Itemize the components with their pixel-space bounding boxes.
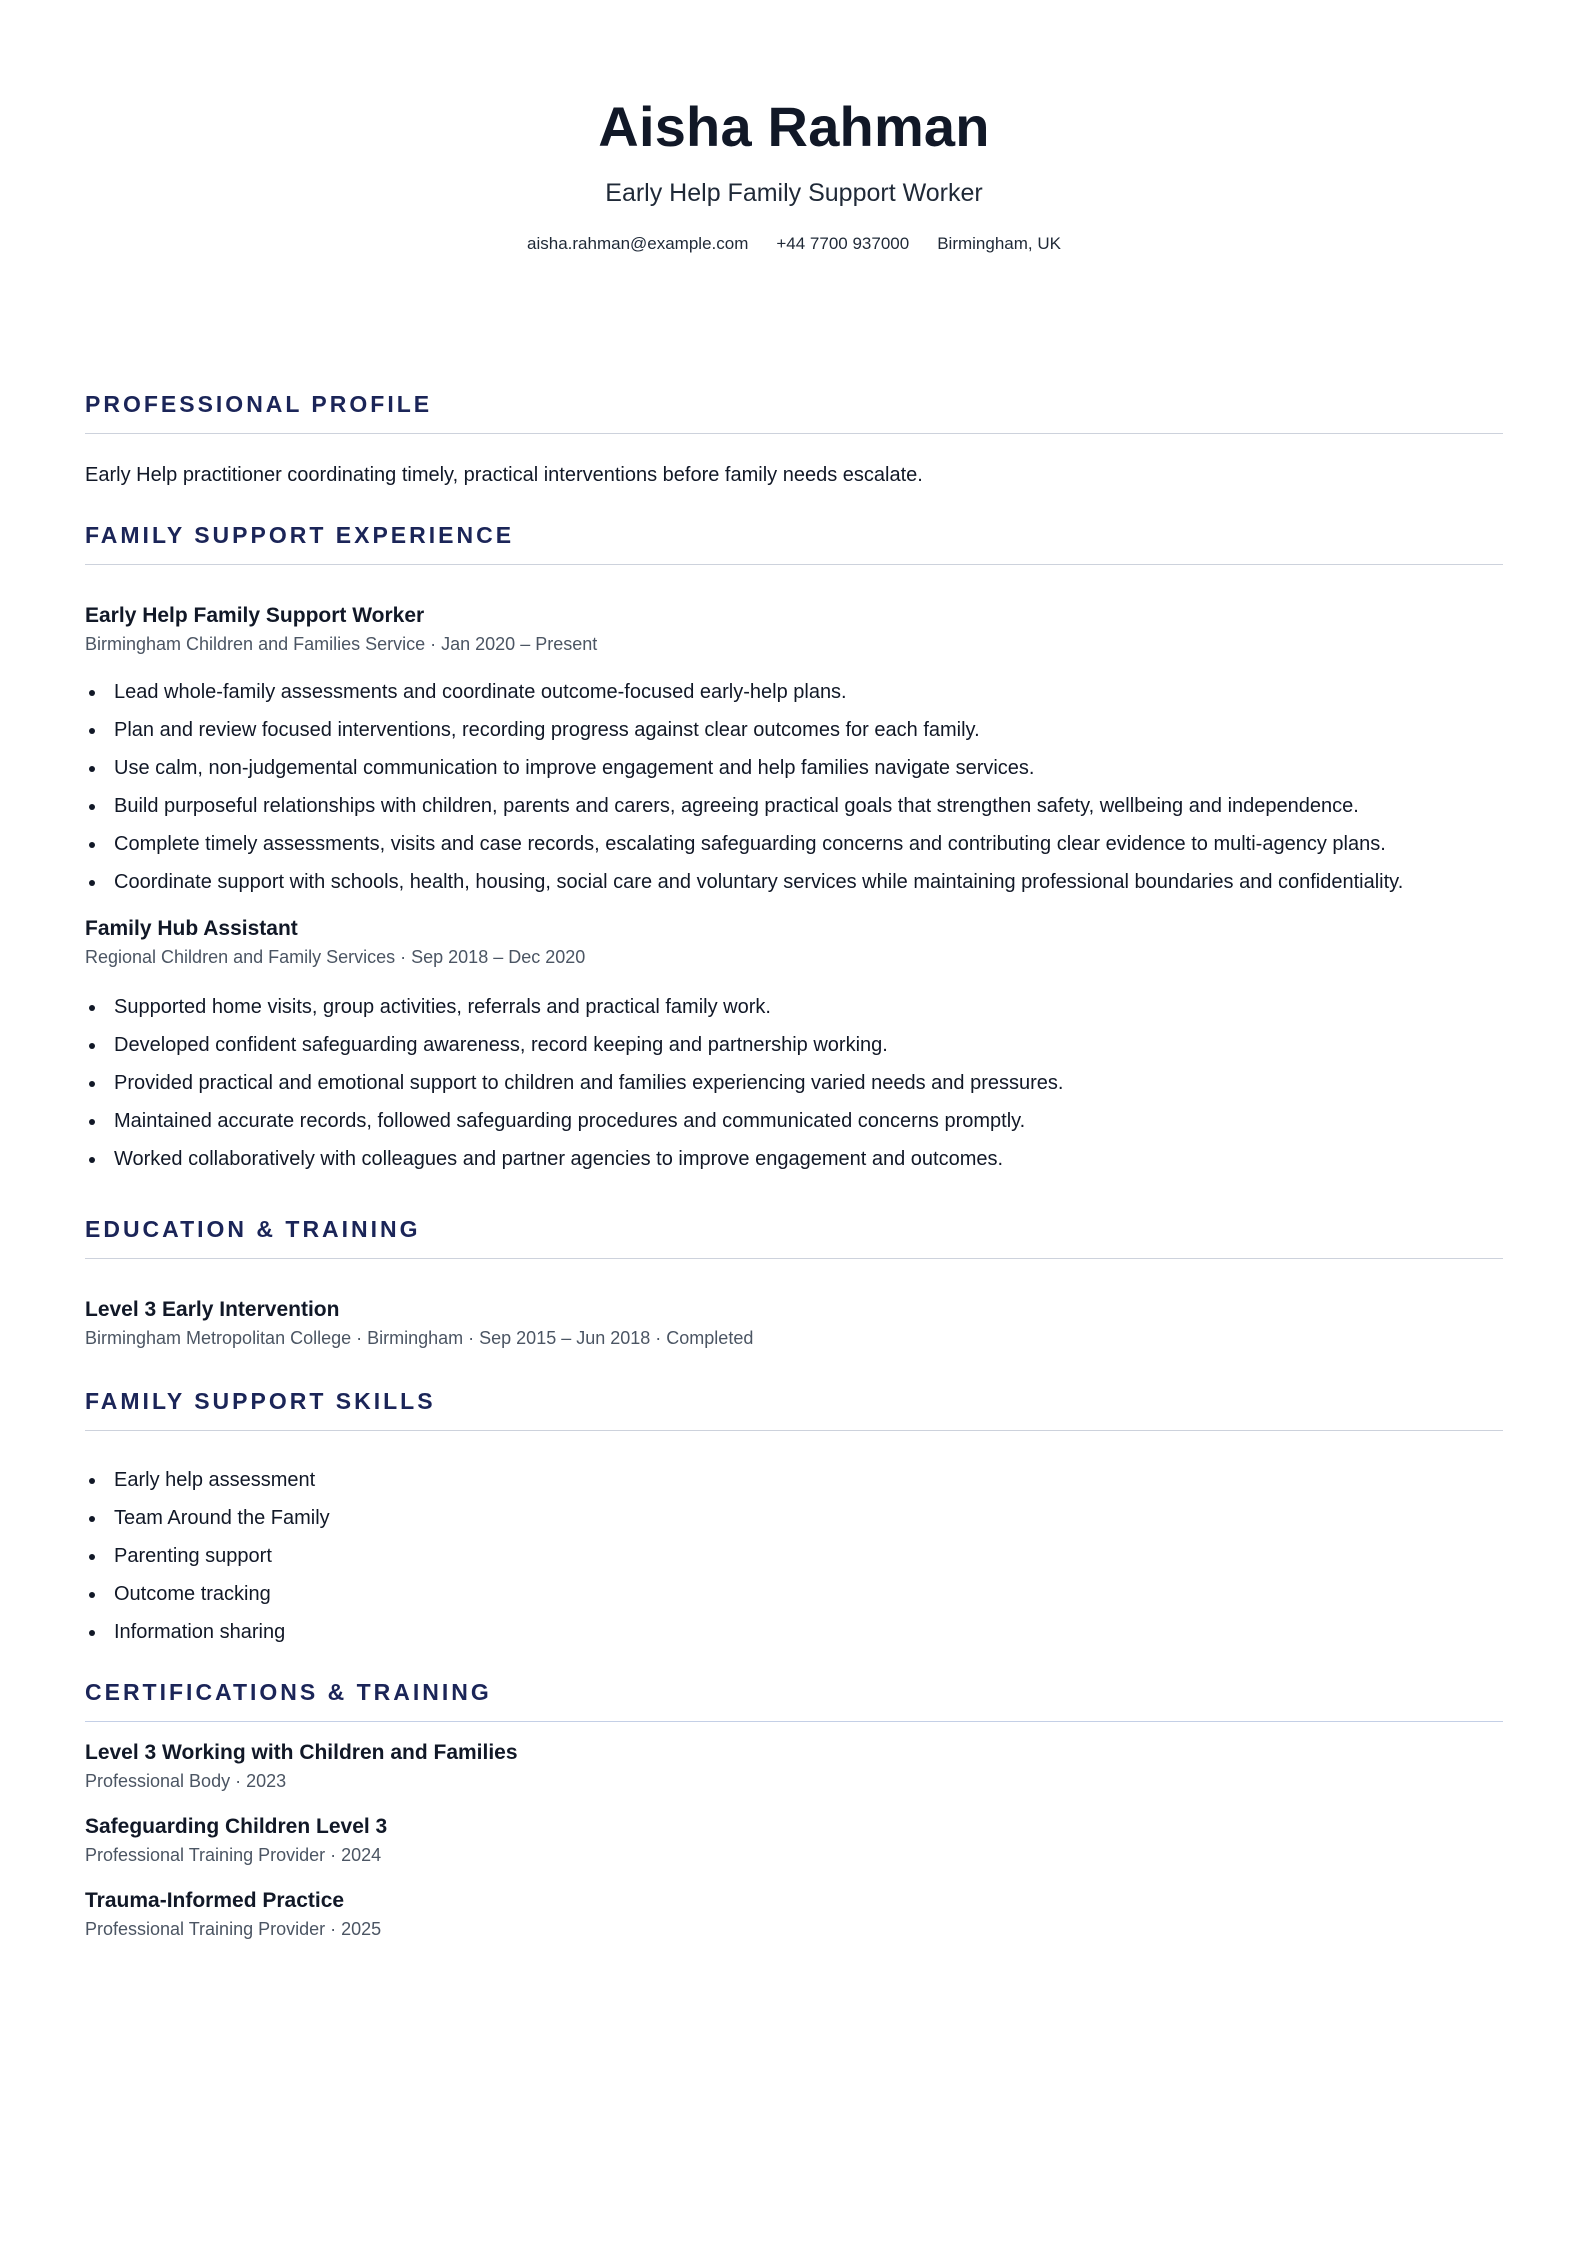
education-entry	[85, 1296, 1503, 1350]
certification-name: Level 3 Working with Children and Families	[85, 1741, 518, 1764]
contact-location: Birmingham, UK	[937, 234, 1061, 253]
section-education	[85, 1214, 1503, 1350]
job-bullet: Coordinate support with schools, health, housing, social care and voluntary services while maintaining professional boundaries and confidentiality.	[85, 868, 1503, 896]
profile-summary: Early Help practitioner coordinating timely, practical interventions before family needs escalate.	[85, 464, 923, 486]
job-meta: Regional Children and Family Services · Sep 2018 – Dec 2020	[85, 947, 586, 967]
job-bullet: Supported home visits, group activities, referrals and practical family work.	[85, 993, 1503, 1021]
section-divider	[85, 433, 1503, 434]
contact-info	[0, 232, 1588, 256]
certification-entry	[85, 1813, 1503, 1867]
certification-meta: Professional Training Provider · 2024	[85, 1845, 382, 1865]
certification-meta: Professional Body · 2023	[85, 1771, 287, 1791]
skill-item: Information sharing	[85, 1618, 1503, 1646]
education-qualification: Level 3 Early Intervention	[85, 1298, 340, 1321]
job-bullet: Worked collaboratively with colleagues and partner agencies to improve engagement and outcomes.	[85, 1145, 1503, 1173]
job-bullet: Lead whole-family assessments and coordinate outcome-focused early-help plans.	[85, 678, 1503, 706]
job-bullet: Developed confident safeguarding awareness, record keeping and partnership working.	[85, 1031, 1503, 1059]
section-certifications	[85, 1677, 1503, 1941]
skill-item: Parenting support	[85, 1542, 1503, 1570]
section-experience	[85, 520, 1503, 1183]
section-divider	[85, 564, 1503, 565]
section-title-experience: FAMILY SUPPORT EXPERIENCE	[85, 522, 515, 548]
certification-name: Safeguarding Children Level 3	[85, 1815, 388, 1838]
certification-entry	[85, 1739, 1503, 1793]
job-bullet: Provided practical and emotional support to children and families experiencing varied needs and pressures.	[85, 1069, 1503, 1097]
experience-entry	[85, 915, 1503, 1173]
section-title-education: EDUCATION & TRAINING	[85, 1216, 421, 1242]
job-bullet: Build purposeful relationships with children, parents and carers, agreeing practical goals that strengthen safety, wellbeing and independence.	[85, 792, 1503, 820]
job-bullet: Use calm, non-judgemental communication to improve engagement and help families navigate services.	[85, 754, 1503, 782]
contact-email[interactable]: aisha.rahman@example.com	[527, 234, 749, 253]
candidate-name: Aisha Rahman	[598, 95, 990, 158]
skills-list	[85, 1466, 1503, 1646]
section-title-profile: PROFESSIONAL PROFILE	[85, 391, 433, 417]
section-title-skills: FAMILY SUPPORT SKILLS	[85, 1388, 436, 1414]
section-divider	[85, 1430, 1503, 1431]
experience-entry	[85, 602, 1503, 896]
skill-item: Team Around the Family	[85, 1504, 1503, 1532]
certification-name: Trauma-Informed Practice	[85, 1889, 345, 1912]
certification-entry	[85, 1887, 1503, 1941]
job-bullet: Plan and review focused interventions, recording progress against clear outcomes for each family.	[85, 716, 1503, 744]
job-title: Early Help Family Support Worker	[85, 604, 425, 627]
section-title-certifications: CERTIFICATIONS & TRAINING	[85, 1679, 492, 1705]
education-meta: Birmingham Metropolitan College · Birmingham · Sep 2015 – Jun 2018 · Completed	[85, 1328, 754, 1348]
resume-header	[0, 0, 1588, 256]
section-divider	[85, 1258, 1503, 1259]
certification-meta: Professional Training Provider · 2025	[85, 1919, 382, 1939]
section-profile	[85, 389, 1503, 489]
skill-item: Outcome tracking	[85, 1580, 1503, 1608]
contact-phone[interactable]: +44 7700 937000	[776, 234, 910, 253]
skill-item: Early help assessment	[85, 1466, 1503, 1494]
job-title: Family Hub Assistant	[85, 917, 298, 940]
job-bullet: Maintained accurate records, followed safeguarding procedures and communicated concerns promptly.	[85, 1107, 1503, 1135]
job-meta: Birmingham Children and Families Service · Jan 2020 – Present	[85, 634, 598, 654]
job-bullets	[85, 678, 1503, 896]
section-skills	[85, 1386, 1503, 1656]
section-divider	[85, 1721, 1503, 1722]
job-bullets	[85, 993, 1503, 1173]
candidate-headline: Early Help Family Support Worker	[605, 179, 983, 207]
job-bullet: Complete timely assessments, visits and case records, escalating safeguarding concerns and contributing clear evidence to multi-agency plans.	[85, 830, 1503, 858]
